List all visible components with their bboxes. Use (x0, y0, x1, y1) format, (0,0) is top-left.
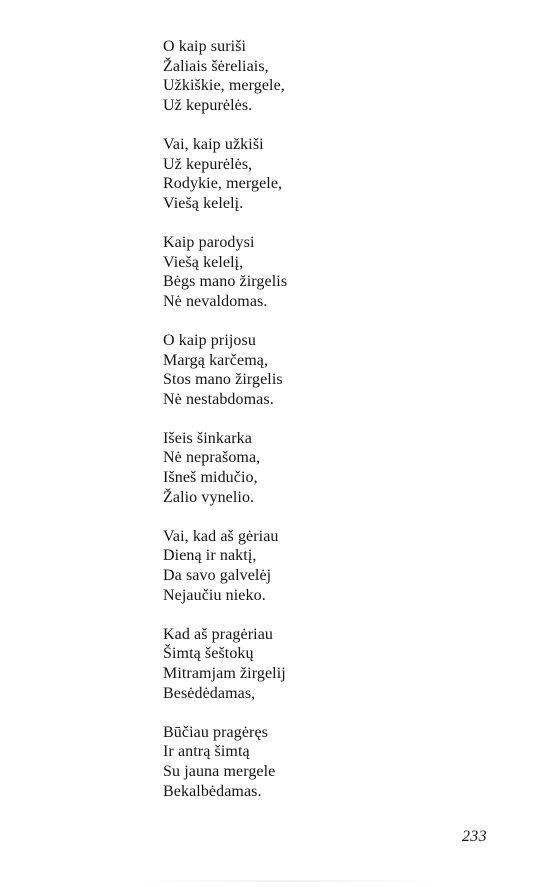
verse-line: Nė nestabdomas. (163, 390, 274, 408)
verse-line: Žalio vynelio. (163, 488, 255, 506)
verse-line: Už kepurėlės. (163, 96, 253, 114)
stanza-5 (163, 429, 483, 507)
verse-line: Bekalbėdamas. (163, 782, 262, 800)
verse-line: Už kepurėlės, (163, 155, 253, 173)
verse-line: Viešą kelelį, (163, 253, 244, 271)
stanza-4 (163, 331, 483, 409)
verse-line: Nė neprašoma, (163, 449, 261, 467)
verse-line: Margą karčemą, (163, 351, 269, 369)
verse-line: Išeis šinkarka (163, 429, 252, 447)
verse-line: O kaip prijosu (163, 331, 256, 349)
verse-line: Užkiškie, mergele, (163, 77, 285, 95)
verse-line: Nė nevaldomas. (163, 292, 268, 310)
verse-line: Kaip parodysi (163, 233, 255, 251)
verse-line: Žaliais šėreliais, (163, 57, 269, 75)
page-number: 233 (462, 828, 487, 845)
verse-line: Stos mano žirgelis (163, 371, 283, 389)
stanza-3 (163, 233, 483, 311)
stanza-8 (163, 723, 483, 801)
verse-line: Mitramjam žirgelij (163, 665, 286, 682)
verse-line: Su jauna mergele (163, 762, 276, 780)
page-edge-shadow (140, 880, 440, 882)
verse-line: Ir antrą šimtą (163, 743, 250, 761)
poem-text (163, 37, 483, 821)
stanza-6 (163, 527, 483, 605)
stanza-7 (163, 625, 483, 703)
verse-line: Šimtą šeštokų (163, 645, 254, 663)
verse-line: Būčiau pragėręs (163, 723, 269, 741)
stanza-2 (163, 135, 483, 213)
verse-line: Da savo galvelėj (163, 567, 272, 585)
verse-line: Bėgs mano žirgelis (163, 273, 288, 291)
verse-line: Viešą kelelį. (163, 194, 244, 212)
verse-line: Vai, kaip užkiši (163, 135, 264, 153)
verse-line: Vai, kad aš gėriau (163, 527, 279, 545)
stanza-1 (163, 37, 483, 115)
verse-line: O kaip suriši (163, 38, 247, 55)
verse-line: Kad aš pragėriau (163, 625, 273, 643)
verse-line: Rodykie, mergele, (163, 175, 283, 193)
verse-line: Dieną ir naktį, (163, 547, 257, 565)
verse-line: Besėdėdamas, (163, 684, 256, 702)
verse-line: Išneš midučio, (163, 469, 258, 487)
verse-line: Nejaučiu nieko. (163, 586, 266, 604)
